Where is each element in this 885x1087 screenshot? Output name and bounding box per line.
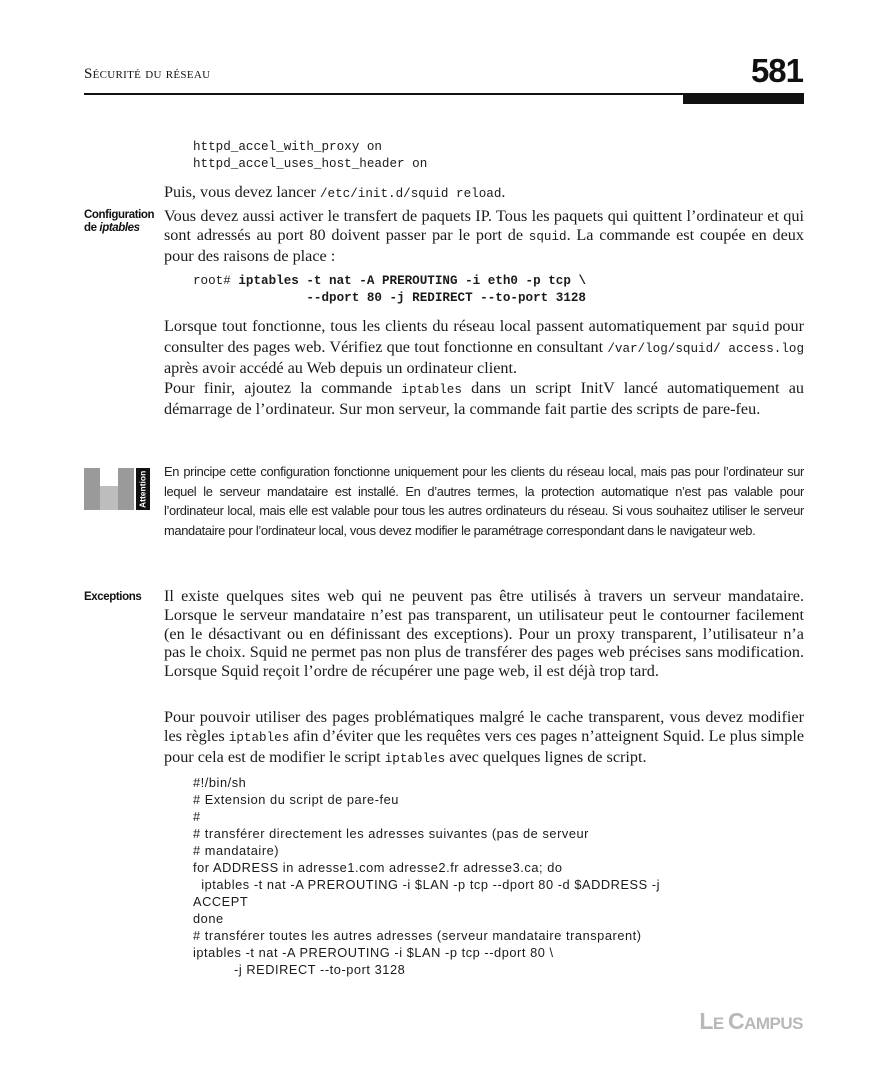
inline-code: squid (528, 229, 567, 244)
text: . (501, 183, 506, 201)
margin-label-exceptions: Exceptions (84, 591, 142, 603)
inline-code: squid (731, 321, 770, 335)
command-line: iptables -t nat -A PREROUTING -i eth0 -p tcp \ (238, 274, 587, 288)
text-italic: iptables (99, 222, 140, 234)
command-line: --dport 80 -j REDIRECT --to-port 3128 (193, 291, 586, 305)
running-header-title: Sécurité du réseau (84, 66, 211, 82)
logo-letter: E (712, 1014, 728, 1033)
attention-icon-label: Attention (137, 470, 148, 508)
code-block-firewall-script: #!/bin/sh # Extension du script de pare-feu # # transférer directement les adresses suivantes (pas de serveur # mandataire) for ADDRESS in adresse1.com adresse2.fr adresse3.ca; do iptables -t nat -A PREROUTING -i $LAN -p tcp --dport 80 -d $ADDRESS -j ACCEPT done # transférer toutes les autres adresses (serveur mandataire transparent) iptables -t nat -A PREROUTING -i $LAN -p tcp --dport 80 \ -j REDIRECT --to-port 3128 (193, 775, 661, 977)
code-block-iptables-redirect (193, 273, 586, 307)
text: Vous devez aussi activer le transfert de paquets IP. Tous les paquets qui quittent l’ordinateur et qui sont adressés au port 80 doivent passer par le port de (164, 207, 804, 244)
inline-code: iptables (401, 383, 462, 397)
paragraph-script-change (164, 708, 804, 768)
inline-code: /var/log/squid/ access.log (607, 341, 804, 356)
paragraph-reload (164, 183, 804, 204)
text: avec quelques lignes de script. (445, 747, 647, 766)
paragraph-verification (164, 317, 804, 377)
text: Lorsque tout fonctionne, tous les clients du réseau local passent automatiquement par (164, 317, 732, 335)
attention-icon (84, 468, 150, 510)
paragraph-exceptions (164, 587, 804, 681)
paragraph-ip-forwarding (164, 207, 804, 265)
text: après avoir accédé au Web depuis un ordinateur client. (164, 358, 518, 377)
shell-prompt: root# (193, 274, 239, 288)
text: pour consulter des pages web. Vérifiez que tout fonctionne en consultant (164, 317, 805, 356)
margin-label-line (84, 222, 156, 235)
text: Il existe quelques sites web qui ne peuvent pas être utilisés à travers un serveur mandataire. Lorsque le serveur mandataire n’est pas transparent, un utilisateur peut le contourner facilement (en le désactivant ou en définissant des exceptions). Pour un proxy transparent, l’utilisateur n’a pas le choix. Squid ne permet pas non plus de transférer des pages web précises sans modification. Lorsque Squid reçoit l’ordre de récupérer une page web, il est déjà trop tard. (164, 587, 804, 681)
publisher-logo (699, 1008, 803, 1035)
logo-letter: AMPUS (744, 1014, 803, 1033)
text: . La commande est coupée en deux pour des raisons de place : (164, 225, 804, 265)
text: Pour finir, ajoutez la commande (164, 379, 402, 397)
text: dans un script InitV lancé automatiquement au démarrage de l’ordinateur. Sur mon serveur, la commande fait partie des scripts de pare-feu. (164, 379, 804, 418)
inline-code: /etc/init.d/squid reload (320, 187, 502, 201)
text: Puis, vous devez lancer (164, 183, 320, 201)
inline-code: iptables (384, 751, 446, 766)
paragraph-initv (164, 379, 804, 419)
text: de (84, 222, 100, 234)
logo-letter: C (727, 1008, 745, 1034)
text: Pour pouvoir utiliser des pages problématiques malgré le cache transparent, vous devez modifier les règles (164, 708, 804, 745)
margin-label-iptables (84, 209, 156, 235)
page-number: 581 (750, 52, 803, 89)
margin-label-line: Configuration (84, 209, 155, 221)
header-bar (683, 95, 804, 104)
code-block-squid-config: httpd_accel_with_proxy on httpd_accel_uses_host_header on (193, 140, 428, 171)
inline-code: iptables (228, 730, 290, 745)
text: afin d’éviter que les requêtes vers ces pages n’atteignent Squid. Le plus simple pour cela est de modifier le script (164, 726, 805, 766)
logo-letter: L (699, 1008, 713, 1034)
attention-note: En principe cette configuration fonctionne uniquement pour les clients du réseau local, mais pas pour l’ordinateur sur lequel le serveur mandataire est installé. En d’autres termes, la protection automatique n’est pas valable pour l’ordinateur local, mais elle est valable pour tous les autres ordinateurs du réseau. Si vous souhaitez utiliser le serveur mandataire pour l’ordinateur local, vous devez modifier le paramétrage correspondant dans le navigateur web. (164, 464, 804, 538)
